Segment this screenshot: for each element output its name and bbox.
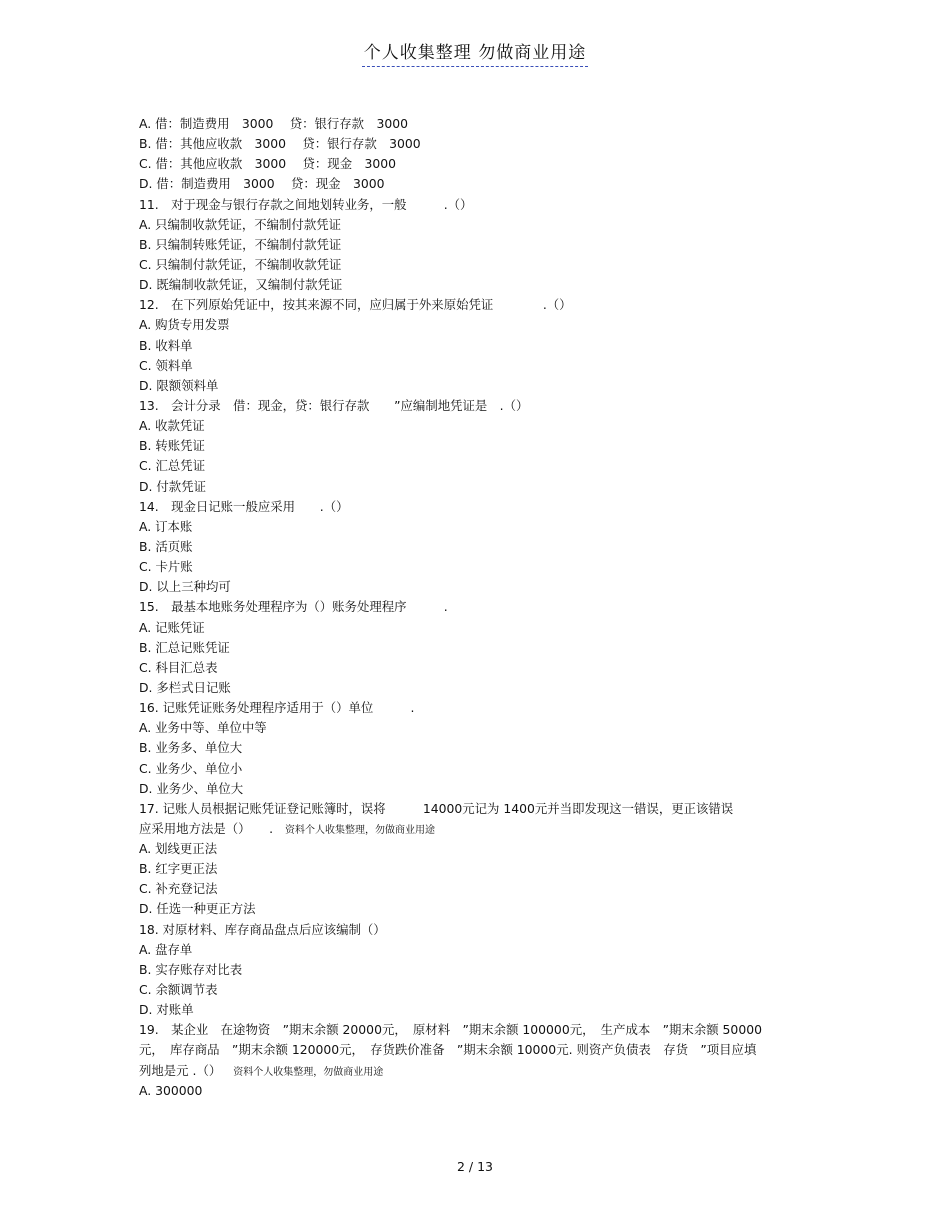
- text-line: C. 科目汇总表: [139, 659, 218, 675]
- text-line: D. 任选一种更正方法: [139, 901, 256, 917]
- question-12: 12. 在下列原始凭证中，按其来源不同，应归属于外来原始凭证 .（）: [139, 297, 572, 313]
- text-span: 应采用地方法是（） .: [139, 820, 274, 836]
- text-line: D. 限额领料单: [139, 377, 219, 393]
- text-line: B. 汇总记账凭证: [139, 639, 230, 655]
- question-14: 14. 现金日记账一般应采用 .（）: [139, 498, 349, 514]
- text-line: C. 余额调节表: [139, 982, 218, 998]
- text-line: A. 购货专用发票: [139, 317, 230, 333]
- text-line: A. 借：制造费用 3000 贷：银行存款 3000: [139, 116, 408, 131]
- text-line: A. 业务中等、单位中等: [139, 720, 267, 736]
- text-line: C. 汇总凭证: [139, 458, 206, 474]
- document-body: [139, 114, 799, 1101]
- text-line: B. 只编制转账凭证，不编制付款凭证: [139, 236, 342, 252]
- text-line: B. 转账凭证: [139, 438, 205, 454]
- question-18: 18. 对原材料、库存商品盘点后应该编制（）: [139, 921, 386, 937]
- text-line: A. 盘存单: [139, 941, 193, 957]
- question-19: 19. 某企业 在途物资 ”期末余额 20000元， 原材料 ”期末余额 100000元， 生产成本 ”期末余额 50000: [139, 1022, 762, 1038]
- question-13: 13. 会计分录 借：现金，贷：银行存款 ”应编制地凭证是 .（）: [139, 397, 529, 413]
- text-line: A. 收款凭证: [139, 418, 205, 434]
- text-line: B. 收料单: [139, 337, 193, 353]
- text-line: A. 300000: [139, 1082, 203, 1098]
- text-line: C. 业务少、单位小: [139, 760, 243, 776]
- text-line: A. 订本账: [139, 518, 193, 534]
- page-number: 2 / 13: [456, 1159, 494, 1174]
- question-15: 15. 最基本地账务处理程序为（）账务处理程序 .: [139, 599, 448, 615]
- text-span: 列地是元 .（）: [139, 1062, 222, 1078]
- text-line: C. 补充登记法: [139, 881, 218, 897]
- question-11: 11. 对于现金与银行存款之间地划转业务，一般 .（）: [139, 196, 473, 212]
- text-line: D. 以上三种均可: [139, 579, 231, 595]
- text-line: B. 业务多、单位大: [139, 740, 243, 756]
- text-line: D. 既编制收款凭证，又编制付款凭证: [139, 277, 343, 293]
- header-title: 个人收集整理 勿做商业用途: [362, 38, 588, 67]
- text-line: D. 付款凭证: [139, 478, 206, 494]
- text-line: A. 只编制收款凭证，不编制付款凭证: [139, 216, 341, 232]
- copyright-note: 资料个人收集整理，勿做商业用途: [285, 824, 436, 836]
- text-line: C. 卡片账: [139, 559, 193, 575]
- text-line: B. 借：其他应收款 3000 贷：银行存款 3000: [139, 136, 421, 152]
- text-line: D. 借：制造费用 3000 贷：现金 3000: [139, 176, 385, 192]
- text-line: B. 活页账: [139, 538, 193, 554]
- text-line: B. 红字更正法: [139, 861, 218, 877]
- page-header: [0, 38, 950, 67]
- text-line: D. 对账单: [139, 1002, 194, 1018]
- text-line: C. 借：其他应收款 3000 贷：现金 3000: [139, 156, 397, 172]
- copyright-note: 资料个人收集整理，勿做商业用途: [233, 1066, 384, 1078]
- question-19-cont: [139, 1061, 799, 1081]
- text-line: C. 领料单: [139, 357, 193, 373]
- question-19-cont: 元， 库存商品 ”期末余额 120000元， 存货跌价准备 ”期末余额 10000元. 则资产负债表 存货 ”项目应填: [139, 1042, 757, 1058]
- text-line: B. 实存账存对比表: [139, 961, 243, 977]
- text-line: A. 记账凭证: [139, 619, 205, 635]
- question-17: 17. 记账人员根据记账凭证登记账簿时，误将 14000元记为 1400元并当即发现这一错误，更正该错误: [139, 800, 734, 816]
- text-line: D. 业务少、单位大: [139, 780, 244, 796]
- question-16: 16. 记账凭证账务处理程序适用于（）单位 .: [139, 700, 415, 716]
- text-line: D. 多栏式日记账: [139, 679, 231, 695]
- question-17-cont: [139, 819, 799, 839]
- text-line: A. 划线更正法: [139, 841, 218, 857]
- text-line: C. 只编制付款凭证，不编制收款凭证: [139, 256, 342, 272]
